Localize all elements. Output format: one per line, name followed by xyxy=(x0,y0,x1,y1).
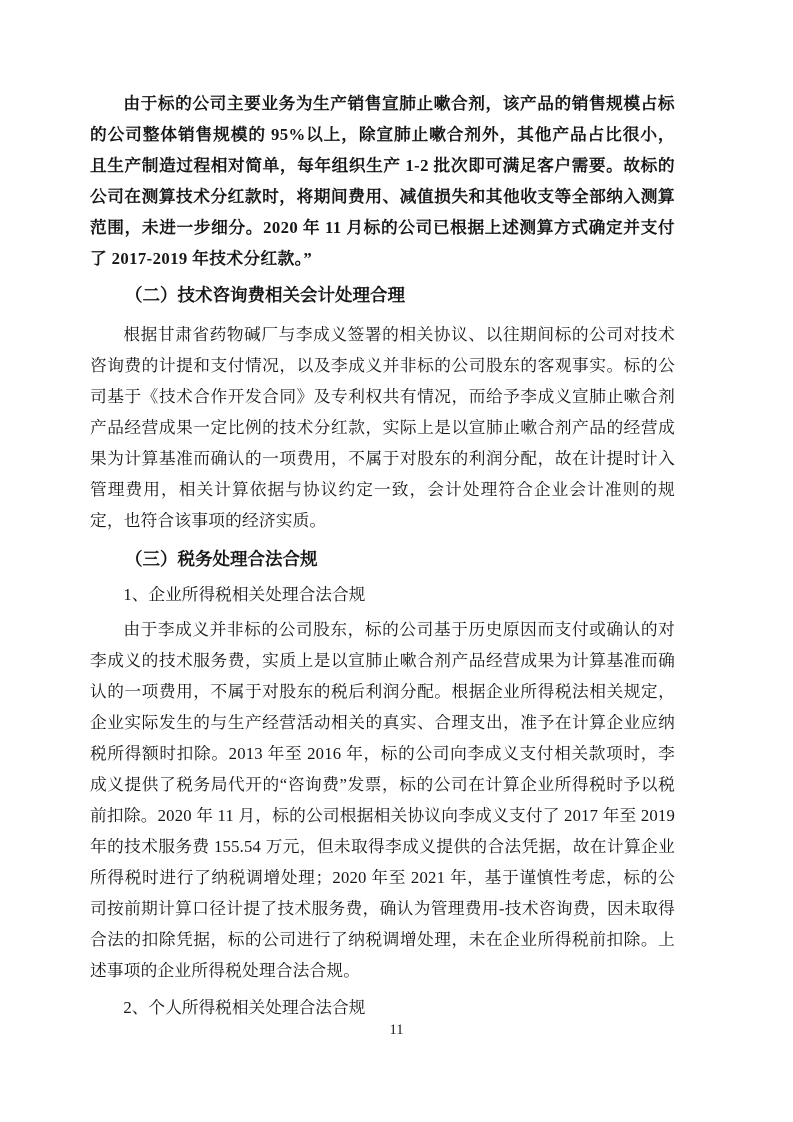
page-number: 11 xyxy=(389,1022,404,1038)
section-heading-accounting-treatment: （二）技术咨询费相关会计处理合理 xyxy=(125,285,405,305)
section-heading-tax-treatment: （三）税务处理合法合规 xyxy=(125,549,318,569)
enterprise-income-tax-paragraph: 由于李成义并非标的公司股东，标的公司基于历史原因而支付或确认的对李成义的技术服务费，实质上是以宣肺止嗽合剂产品经营成果为计算基准而确认的一项费用，不属于对股东的税后利润分配。根据企业所得税法相关规定，企业实际发生的与生产经营活动相关的真实、合理支出，准予在计算企业应纳税所得额时扣除。2013 年至 2016 年，标的公司向李成义支付相关款项时，李成义提供了税务局代开的“咨询费”发票，标的公司在计算企业所得税时予以税前扣除。2020 年 11 月，标的公司根据相关协议向李成义支付了 2017 年至 2019 年的技术服务费 155.54 万元，但未取得李成义提供的合法凭据，故在计算企业所得税时进行了纳税调增处理；2020 年至 2021 年，基于谨慎性考虑，标的公司按前期计算口径计提了技术服务费，确认为管理费用-技术咨询费，因未取得合法的扣除凭据，标的公司进行了纳税调增处理，未在企业所得税前扣除。上述事项的企业所得税处理合法合规。 xyxy=(90,620,675,980)
quoted-disclosure-paragraph: 由于标的公司主要业务为生产销售宣肺止嗽合剂，该产品的销售规模占标的公司整体销售规模的 95%以上，除宣肺止嗽合剂外，其他产品占比很小，且生产制造过程相对简单，每年组织生产 1-2 批次即可满足客户需要。故标的公司在测算技术分红款时，将期间费用、减值损失和其他收支等全部纳入测算范围，未进一步细分。2020 年 11 月标的公司已根据上述测算方式确定并支付了 2017-2019 年技术分红款。” xyxy=(90,94,675,268)
subsection-heading-enterprise-income-tax: 1、企业所得税相关处理合法合规 xyxy=(123,585,366,604)
subsection-heading-personal-income-tax: 2、个人所得税相关处理合法合规 xyxy=(123,998,366,1017)
section2-body-paragraph: 根据甘肃省药物碱厂与李成义签署的相关协议、以往期间标的公司对技术咨询费的计提和支付情况，以及李成义并非标的公司股东的客观事实。标的公司基于《技术合作开发合同》及专利权共有情况，而给予李成义宣肺止嗽合剂产品经营成果一定比例的技术分红款，实际上是以宣肺止嗽合剂产品的经营成果为计算基准而确认的一项费用，不属于对股东的利润分配，故在计提时计入管理费用，相关计算依据与协议约定一致，会计处理符合企业会计准则的规定，也符合该事项的经济实质。 xyxy=(90,325,675,530)
